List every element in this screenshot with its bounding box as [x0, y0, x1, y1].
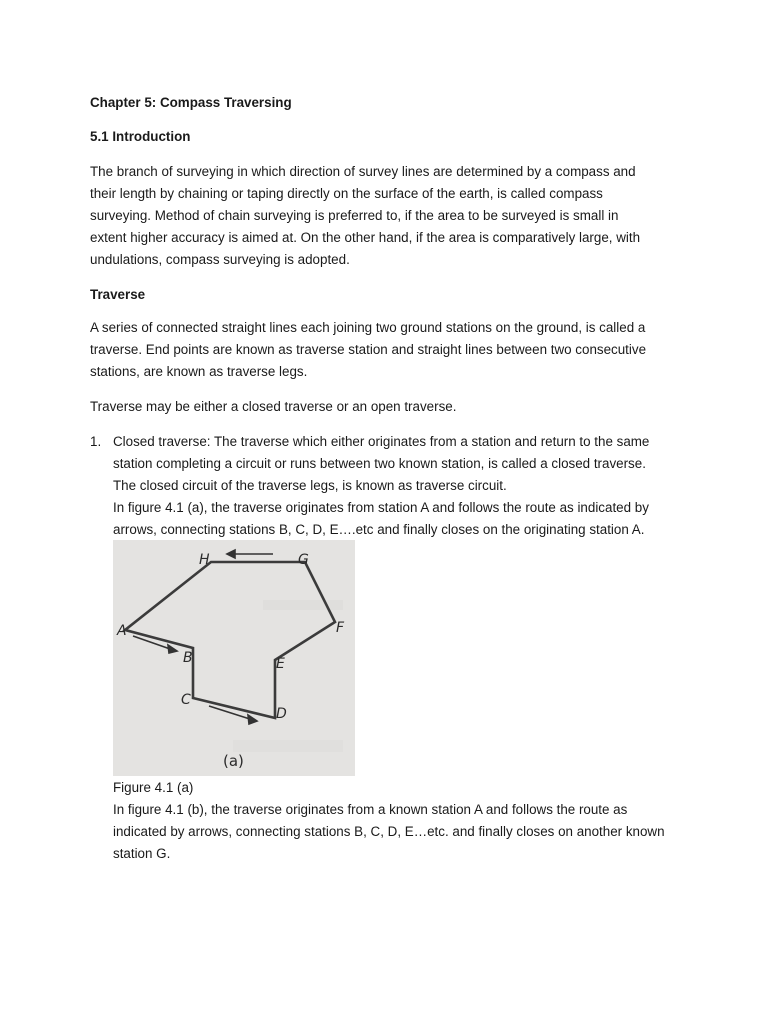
background-smudge [263, 600, 343, 610]
list-item-line: Closed traverse: The traverse which either originates from a station and return to the same [113, 434, 650, 449]
intro-line: surveying. Method of chain surveying is preferred to, if the area to be surveyed is small in [90, 208, 619, 223]
station-label-c: C [181, 692, 191, 708]
list-number: 1. [90, 434, 102, 449]
intro-paragraph [90, 161, 680, 271]
closed-traverse-diagram [113, 540, 355, 776]
station-label-e: E [276, 656, 285, 672]
traverse-def-line: A series of connected straight lines each joining two ground stations on the ground, is called a [90, 320, 646, 335]
station-label-f: F [336, 620, 345, 636]
intro-line: their length by chaining or taping directly on the surface of the earth, is called compass [90, 186, 603, 201]
figure-4-1-a [113, 540, 355, 776]
figure-sub-label: (a) [223, 752, 244, 770]
traverse-heading: Traverse [90, 287, 146, 302]
figure-b-line: station G. [113, 846, 171, 861]
intro-line: extent higher accuracy is aimed at. On the other hand, if the area is comparatively large, with [90, 230, 641, 245]
station-label-b: B [183, 650, 193, 666]
traverse-def-line: traverse. End points are known as traverse station and straight lines between two consecutive [90, 342, 647, 357]
station-label-d: D [276, 706, 287, 722]
chapter-title: Chapter 5: Compass Traversing [90, 95, 292, 110]
intro-line: The branch of surveying in which direction of survey lines are determined by a compass and [90, 164, 636, 179]
station-label-a: A [117, 623, 127, 639]
traverse-types-sentence: Traverse may be either a closed traverse or an open traverse. [90, 399, 457, 414]
station-label-g: G [298, 552, 309, 568]
list-item-line: arrows, connecting stations B, C, D, E….etc and finally closes on the originating station A. [113, 522, 645, 537]
list-item-line: In figure 4.1 (a), the traverse originates from station A and follows the route as indicated by [113, 500, 649, 515]
intro-line: undulations, compass surveying is adopted. [90, 252, 350, 267]
background-smudge [233, 740, 343, 752]
section-title: 5.1 Introduction [90, 129, 191, 144]
station-label-h: H [199, 552, 210, 568]
list-item-line: The closed circuit of the traverse legs, is known as traverse circuit. [113, 478, 507, 493]
figure-b-line: indicated by arrows, connecting stations B, C, D, E…etc. and finally closes on another known [113, 824, 665, 839]
traverse-def-line: stations, are known as traverse legs. [90, 364, 308, 379]
list-item-line: station completing a circuit or runs between two known station, is called a closed traverse. [113, 456, 646, 471]
traverse-definition [90, 317, 680, 383]
figure-caption: Figure 4.1 (a) [113, 780, 194, 795]
figure-b-description [113, 799, 690, 865]
list-item-closed-traverse [113, 431, 690, 541]
figure-b-line: In figure 4.1 (b), the traverse originates from a known station A and follows the route as [113, 802, 628, 817]
